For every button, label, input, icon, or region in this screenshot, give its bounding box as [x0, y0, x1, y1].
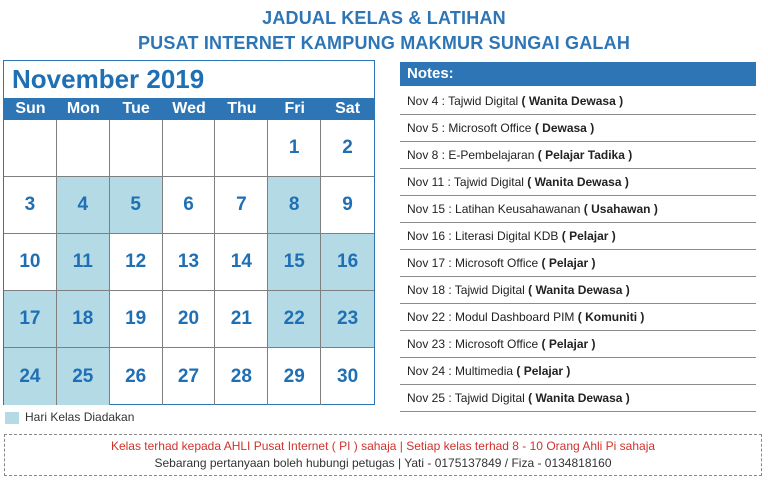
month-label: November 2019	[12, 64, 205, 94]
note-item	[400, 115, 756, 142]
notes-heading: Notes:	[400, 62, 756, 86]
day-cell-7: 7	[215, 177, 268, 234]
note-text: Nov 23 : Microsoft Office	[407, 337, 542, 351]
day-cell-11: 11	[57, 234, 110, 291]
weekday-tue: Tue	[122, 100, 150, 117]
day-cell-16: 16	[321, 234, 374, 291]
title-line-2: PUSAT INTERNET KAMPUNG MAKMUR SUNGAI GALAH	[137, 33, 631, 53]
note-item	[400, 331, 756, 358]
note-audience: ( Pelajar Tadika )	[537, 148, 633, 162]
day-cell-empty	[4, 120, 57, 177]
note-audience: ( Wanita Dewasa )	[521, 94, 624, 108]
note-text: Nov 11 : Tajwid Digital	[407, 175, 528, 189]
weekday-mon: Mon	[66, 100, 100, 117]
legend-label: Hari Kelas Diadakan	[25, 410, 135, 424]
note-text: Nov 16 : Literasi Digital KDB	[407, 229, 562, 243]
day-cell-17: 17	[4, 291, 57, 348]
note-audience: ( Komuniti )	[577, 310, 645, 324]
day-cell-4: 4	[57, 177, 110, 234]
day-cell-6: 6	[163, 177, 216, 234]
day-cell-21: 21	[215, 291, 268, 348]
day-cell-20: 20	[163, 291, 216, 348]
day-cell-13: 13	[163, 234, 216, 291]
note-item	[400, 169, 756, 196]
day-cell-empty	[110, 120, 163, 177]
day-cell-29: 29	[268, 348, 321, 405]
legend-swatch	[5, 412, 19, 424]
calendar-grid	[4, 120, 374, 405]
note-audience: ( Pelajar )	[561, 229, 616, 243]
note-text: Nov 5 : Microsoft Office	[407, 121, 535, 135]
day-cell-28: 28	[215, 348, 268, 405]
note-text: Nov 4 : Tajwid Digital	[407, 94, 522, 108]
day-cell-24: 24	[4, 348, 57, 405]
day-cell-8: 8	[268, 177, 321, 234]
note-text: Nov 8 : E-Pembelajaran	[407, 148, 538, 162]
note-item	[400, 304, 756, 331]
day-cell-14: 14	[215, 234, 268, 291]
note-text: Nov 15 : Latihan Keusahawanan	[407, 202, 584, 216]
note-text: Nov 18 : Tajwid Digital	[407, 283, 529, 297]
note-audience: ( Wanita Dewasa )	[527, 175, 629, 189]
note-item	[400, 250, 756, 277]
day-cell-9: 9	[321, 177, 374, 234]
note-item	[400, 88, 756, 115]
note-audience: ( Usahawan )	[583, 202, 658, 216]
day-cell-2: 2	[321, 120, 374, 177]
day-cell-25: 25	[57, 348, 110, 405]
footer-line-2: Sebarang pertanyaan boleh hubungi petugas | Yati - 0175137849 / Fiza - 0134818160	[154, 456, 612, 470]
weekday-fri: Fri	[284, 100, 305, 117]
day-cell-10: 10	[4, 234, 57, 291]
weekday-sat: Sat	[335, 100, 361, 117]
note-audience: ( Pelajar )	[541, 337, 596, 351]
note-item	[400, 358, 756, 385]
day-cell-empty	[163, 120, 216, 177]
title-line-1: JADUAL KELAS & LATIHAN	[262, 8, 506, 28]
note-audience: ( Wanita Dewasa )	[528, 391, 630, 405]
weekday-thu: Thu	[227, 100, 257, 117]
day-cell-23: 23	[321, 291, 374, 348]
footer-box	[4, 434, 762, 476]
note-item	[400, 385, 756, 412]
calendar	[3, 60, 375, 405]
day-cell-30: 30	[337, 365, 359, 387]
note-text: Nov 25 : Tajwid Digital	[407, 391, 529, 405]
note-audience: ( Pelajar )	[516, 364, 571, 378]
note-text: Nov 22 : Modul Dashboard PIM	[407, 310, 578, 324]
day-cell-5: 5	[110, 177, 163, 234]
day-cell-empty	[57, 120, 110, 177]
notes-list	[400, 88, 756, 412]
weekday-sun: Sun	[15, 100, 46, 117]
note-item	[400, 223, 756, 250]
weekday-header	[4, 98, 374, 120]
note-audience: ( Dewasa )	[534, 121, 595, 135]
day-cell-19: 19	[110, 291, 163, 348]
weekday-wed: Wed	[172, 100, 206, 117]
day-cell-22: 22	[268, 291, 321, 348]
note-item	[400, 196, 756, 223]
day-cell-empty	[215, 120, 268, 177]
day-cell-18: 18	[57, 291, 110, 348]
day-cell-12: 12	[110, 234, 163, 291]
footer-line-1: Kelas terhad kepada AHLI Pusat Internet ( PI ) sahaja | Setiap kelas terhad 8 - 10 Orang Ahli Pi sahaja	[110, 439, 656, 453]
day-cell-1: 1	[268, 120, 321, 177]
note-audience: ( Wanita Dewasa )	[528, 283, 630, 297]
day-cell-15: 15	[268, 234, 321, 291]
day-cell-3: 3	[4, 177, 57, 234]
note-item	[400, 142, 756, 169]
note-text: Nov 17 : Microsoft Office	[407, 256, 542, 270]
note-audience: ( Pelajar )	[541, 256, 596, 270]
note-item	[400, 277, 756, 304]
note-text: Nov 24 : Multimedia	[407, 364, 517, 378]
day-cell-27: 27	[163, 348, 216, 405]
day-cell-26: 26	[110, 348, 163, 405]
